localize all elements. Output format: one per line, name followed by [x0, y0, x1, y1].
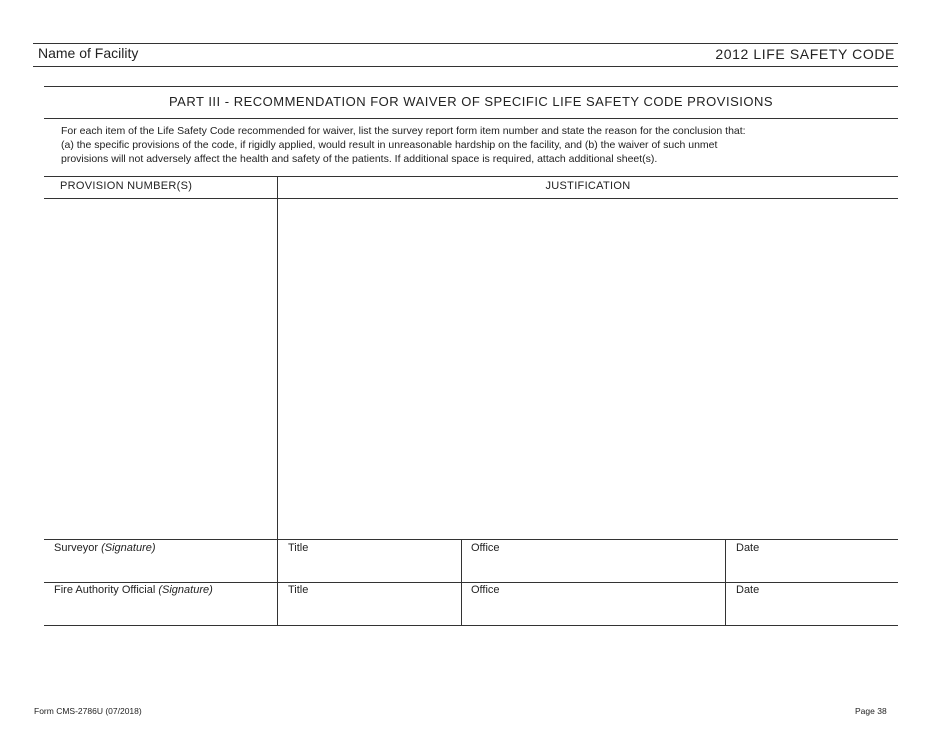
- fire-authority-date-field[interactable]: [736, 584, 896, 622]
- fire-authority-title-field[interactable]: [288, 584, 458, 622]
- instructions: [61, 124, 861, 166]
- instructions-line-2: (a) the specific provisions of the code, if rigidly applied, would result in unreasonable hardship on the facility, and (b) the waiver of such unmet: [61, 139, 718, 151]
- signature-divider-1: [461, 539, 462, 626]
- fire-authority-title-label: Title: [288, 584, 309, 596]
- signature-bottom-rule: [44, 625, 898, 626]
- form-id: Form CMS-2786U (07/2018): [34, 706, 142, 716]
- surveyor-title-label: Title: [288, 542, 309, 554]
- surveyor-signature-note: (Signature): [101, 542, 156, 554]
- fire-authority-label: Fire Authority Official: [54, 584, 156, 596]
- justification-header: JUSTIFICATION: [545, 180, 631, 192]
- fire-authority-date-label: Date: [736, 584, 760, 596]
- header-bottom-rule: [33, 66, 898, 67]
- surveyor-date-label: Date: [736, 542, 760, 554]
- column-divider: [277, 176, 278, 626]
- fire-authority-signature-field[interactable]: [54, 584, 274, 622]
- surveyor-office-label: Office: [471, 542, 500, 554]
- header-top-rule: [33, 43, 898, 44]
- part-bottom-rule: [44, 118, 898, 119]
- surveyor-title-field[interactable]: [288, 542, 458, 580]
- page-number: Page 38: [855, 706, 887, 716]
- surveyor-label: Surveyor: [54, 542, 99, 554]
- surveyor-date-field[interactable]: [736, 542, 896, 580]
- fire-authority-office-field[interactable]: [471, 584, 721, 622]
- surveyor-signature-field[interactable]: [54, 542, 274, 580]
- provision-number-field[interactable]: [44, 199, 276, 539]
- code-title: 2012 LIFE SAFETY CODE: [715, 46, 895, 62]
- signature-divider-2: [725, 539, 726, 626]
- part-top-rule: [44, 86, 898, 87]
- instructions-line-3: provisions will not adversely affect the health and safety of the patients. If additional space is required, attach additional sheet(s).: [61, 153, 658, 165]
- surveyor-office-field[interactable]: [471, 542, 721, 580]
- signature-top-rule: [44, 539, 898, 540]
- table-top-rule: [44, 176, 898, 177]
- fire-authority-signature-note: (Signature): [158, 584, 213, 596]
- facility-name-label: Name of Facility: [38, 45, 139, 61]
- provision-number-header: PROVISION NUMBER(S): [60, 180, 193, 192]
- instructions-line-1: For each item of the Life Safety Code recommended for waiver, list the survey report form item number and state the reason for the conclusion that:: [61, 125, 746, 137]
- part-title: PART III - RECOMMENDATION FOR WAIVER OF SPECIFIC LIFE SAFETY CODE PROVISIONS: [168, 94, 774, 109]
- signature-middle-rule: [44, 582, 898, 583]
- justification-field[interactable]: [279, 200, 897, 538]
- fire-authority-office-label: Office: [471, 584, 500, 596]
